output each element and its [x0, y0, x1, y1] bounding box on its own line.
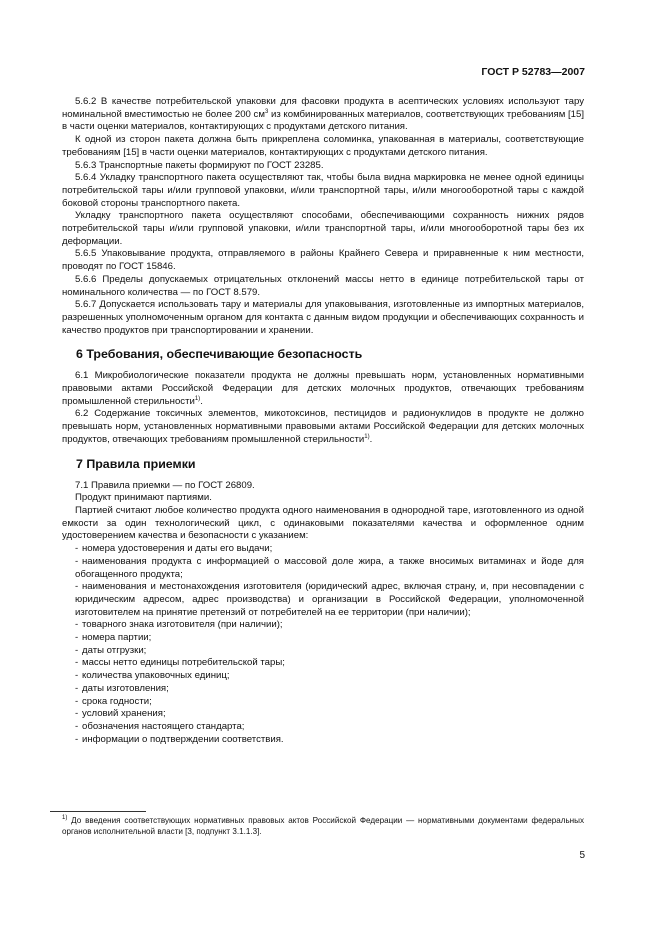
paragraph-5-6-2: 5.6.2 В качестве потребительской упаковки для фасовки продукта в асептических условиях используют тару номинальной вместимостью не более 200 $см^3$ из комбинированных материалов, соответствующих требованиям [15] в части оценки материалов, контактирующих с продуктами детского питания. [62, 96, 584, 133]
requirements-list [62, 543, 584, 746]
footnote: $^{1)}$ До введения соответствующих нормативных правовых актов Российской Федерации — нормативными документами федеральных органов исполнительной власти [3, подпункт 3.1.1.3]. [62, 815, 584, 836]
paragraph-6-2: 6.2 Содержание токсичных элементов, микотоксинов, пестицидов и радионуклидов в продукте не должно превышать норм, установленных нормативными правовыми актами Российской Федерации для детских молочных продуктов, отвечающих требованиям промышленной стерильности$^{1)}$. [62, 408, 584, 445]
superscript: 3 [264, 108, 269, 115]
list-item: - наименования и местонахождения изготовителя (юридический адрес, включая страну, и, при несовпадении с юридическим адресом, адрес производства) и организации в Российской Федерации, уполномоченной изготовителем на принятие претензий от потребителей на ее территории (при наличии); [75, 581, 584, 618]
paragraph-stacking: Укладку транспортного пакета осуществляют способами, обеспечивающими сохранность нижних рядов потребительской тары и/или групповой упаковки, и/или транспортной тары, и/или многооборотной тары без их деформации. [62, 210, 584, 247]
list-item: - товарного знака изготовителя (при наличии); [75, 619, 283, 631]
paragraph-straw: К одной из сторон пакета должна быть прикреплена соломинка, упакованная в материалы, соответствующие требованиям [15] в части оценки материалов, контактирующих с продуктами детского питания. [62, 134, 584, 158]
paragraph-5-6-3: 5.6.3 Транспортные пакеты формируют по ГОСТ 23285. [75, 159, 324, 171]
list-item: - массы нетто единицы потребительской тары; [75, 657, 285, 669]
list-item: - информации о подтверждении соответствия. [75, 733, 284, 745]
footnote-divider [50, 811, 146, 812]
paragraph-7-1: 7.1 Правила приемки — по ГОСТ 26809. [75, 479, 255, 491]
document-designation: ГОСТ Р 52783—2007 [481, 66, 585, 78]
paragraph-5-6-4: 5.6.4 Укладку транспортного пакета осуществляют так, чтобы была видна маркировка не менее одной единицы потребительской тары и/или групповой упаковки, и/или транспортной тары, и/или многооборотной тары с каждой боковой стороны транспортного пакета. [62, 172, 584, 209]
list-item: - номера удостоверения и даты его выдачи; [75, 543, 273, 555]
list-item: - количества упаковочных единиц; [75, 670, 230, 682]
section-5-6-continuation [62, 96, 584, 337]
footnote-ref: 1) [364, 433, 370, 440]
list-item: - обозначения настоящего стандарта; [75, 720, 245, 732]
list-item: - даты отгрузки; [75, 644, 147, 656]
list-item: - срока годности; [75, 695, 152, 707]
section-7-heading: 7 Правила приемки [76, 456, 196, 471]
paragraph-5-6-5: 5.6.5 Упаковывание продукта, отправляемого в районы Крайнего Севера и приравненные к ним местности, проводят по ГОСТ 15846. [62, 248, 584, 273]
paragraph-5-6-7: 5.6.7 Допускается использовать тару и материалы для упаковывания, изготовленные из импортных материалов, разрешенных уполномоченным органом для контакта с данным видом продукции и обеспечивающих сохранность и качество продуктов при транспортировании и хранении. [62, 299, 584, 336]
list-item: - даты изготовления; [75, 682, 169, 694]
section-6-heading: 6 Требования, обеспечивающие безопасность [76, 347, 363, 362]
list-item: - условий хранения; [75, 708, 166, 720]
list-item: - наименования продукта с информацией о массовой доле жира, а также вносимых витаминах и йоде для обогащенного продукта; [75, 555, 584, 580]
paragraph-5-6-6: 5.6.6 Пределы допускаемых отрицательных отклонений массы нетто в единице потребительской тары от номинального количества — по ГОСТ 8.579. [62, 273, 584, 298]
document-body [62, 96, 584, 746]
paragraph-batch-definition: Партией считают любое количество продукта одного наименования в однородной таре, изготовленного из одной емкости за один технологический цикл, с одинаковыми показателями качества и оформленное одним удостоверением качества и безопасности с указанием: [62, 504, 584, 542]
footnote-marker: 1) [62, 815, 68, 821]
footnote-ref: 1) [194, 395, 201, 402]
paragraph-6-1: 6.1 Микробиологические показатели продукта не должны превышать норм, установленных нормативными правовыми актами Российской Федерации для детских молочных продуктов, отвечающих требованиям промышленной стерильности$^{1)}$. [62, 370, 584, 407]
page-number: 5 [579, 850, 585, 861]
paragraph-batches: Продукт принимают партиями. [75, 492, 212, 504]
list-item: - номера партии; [75, 632, 152, 644]
